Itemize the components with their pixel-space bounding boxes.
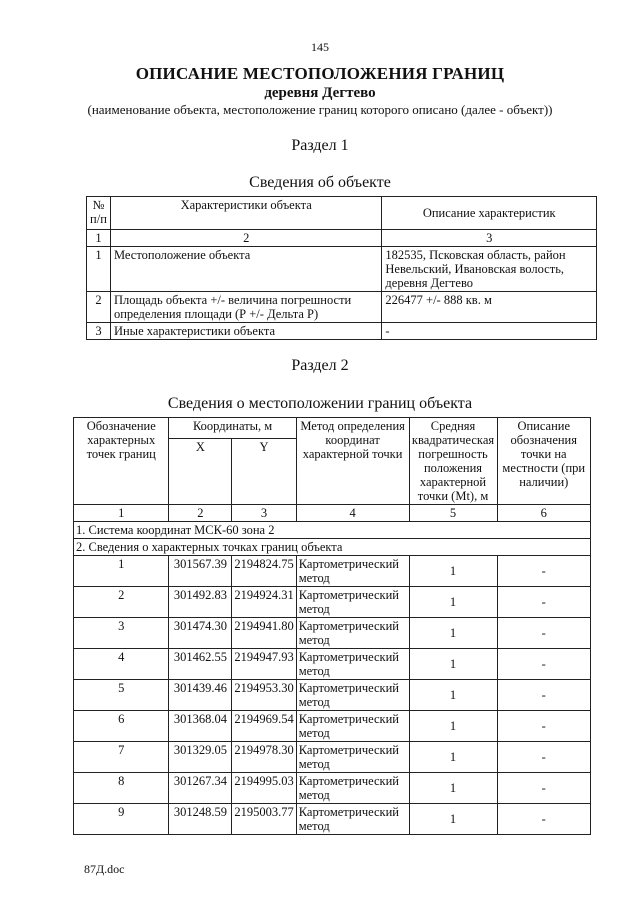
col-number: 3	[232, 505, 296, 522]
table-row	[87, 323, 597, 340]
coordinate-system-row	[74, 522, 591, 539]
point-number: 4	[74, 649, 169, 680]
table-row	[74, 649, 591, 680]
point-accuracy: 1	[409, 649, 497, 680]
object-note: (наименование объекта, местоположение границ которого описано (далее - объект))	[87, 102, 553, 117]
point-x: 301248.59	[169, 804, 232, 835]
point-accuracy: 1	[409, 680, 497, 711]
table-header-row	[74, 418, 591, 439]
point-number: 5	[74, 680, 169, 711]
col-number: 6	[497, 505, 591, 522]
point-method: Картометрический метод	[296, 649, 409, 680]
column-number-row	[87, 230, 597, 247]
point-method: Картометрический метод	[296, 618, 409, 649]
table-header-row	[87, 197, 597, 230]
point-x: 301439.46	[169, 680, 232, 711]
point-accuracy: 1	[409, 742, 497, 773]
point-description: -	[497, 680, 591, 711]
header-y: Y	[232, 439, 296, 505]
point-x: 301267.34	[169, 773, 232, 804]
point-x: 301567.39	[169, 556, 232, 587]
points-body	[74, 556, 591, 835]
point-x: 301368.04	[169, 711, 232, 742]
point-y: 2194824.75	[232, 556, 296, 587]
point-y: 2194941.80	[232, 618, 296, 649]
point-accuracy: 1	[409, 618, 497, 649]
row-characteristic: Местоположение объекта	[110, 247, 381, 292]
header-x: X	[169, 439, 232, 505]
row-characteristic: Иные характеристики объекта	[110, 323, 381, 340]
table-row	[87, 292, 597, 323]
point-y: 2195003.77	[232, 804, 296, 835]
section2-title: Сведения о местоположении границ объекта	[167, 395, 473, 412]
point-method: Картометрический метод	[296, 556, 409, 587]
point-number: 9	[74, 804, 169, 835]
point-x: 301462.55	[169, 649, 232, 680]
point-description: -	[497, 742, 591, 773]
point-y: 2194969.54	[232, 711, 296, 742]
point-description: -	[497, 556, 591, 587]
point-number: 7	[74, 742, 169, 773]
object-info-table	[86, 196, 597, 340]
table-row	[74, 680, 591, 711]
header-method: Метод определения координат характерной точки	[296, 418, 409, 505]
section1-heading: Раздел 1	[291, 137, 349, 154]
table-row	[87, 247, 597, 292]
header-accuracy: Средняя квадратическая погрешность положения характерной точки (Mt), м	[409, 418, 497, 505]
header-point-description: Описание обозначения точки на местности (при наличии)	[497, 418, 591, 505]
col-number: 5	[409, 505, 497, 522]
col-number: 2	[169, 505, 232, 522]
table-row	[74, 742, 591, 773]
column-number-row	[74, 505, 591, 522]
boundary-points-table	[73, 417, 591, 835]
point-description: -	[497, 804, 591, 835]
point-method: Картометрический метод	[296, 804, 409, 835]
row-num: 3	[87, 323, 111, 340]
object-name: деревня Дегтево	[264, 85, 376, 101]
point-method: Картометрический метод	[296, 680, 409, 711]
header-num: № п/п	[87, 197, 111, 230]
table-row	[74, 587, 591, 618]
point-x: 301474.30	[169, 618, 232, 649]
point-number: 1	[74, 556, 169, 587]
point-accuracy: 1	[409, 773, 497, 804]
point-y: 2194953.30	[232, 680, 296, 711]
point-number: 3	[74, 618, 169, 649]
point-description: -	[497, 711, 591, 742]
point-method: Картометрический метод	[296, 711, 409, 742]
header-designation: Обозначение характерных точек границ	[74, 418, 169, 505]
header-description: Описание характеристик	[382, 197, 597, 230]
point-method: Картометрический метод	[296, 587, 409, 618]
table-row	[74, 711, 591, 742]
point-x: 301492.83	[169, 587, 232, 618]
points-caption-row	[74, 539, 591, 556]
row-description: -	[382, 323, 597, 340]
row-characteristic: Площадь объекта +/- величина погрешности определения площади (Р +/- Дельта Р)	[110, 292, 381, 323]
section1-title: Сведения об объекте	[249, 174, 391, 191]
point-y: 2194924.31	[232, 587, 296, 618]
point-accuracy: 1	[409, 556, 497, 587]
table-row	[74, 804, 591, 835]
col-number: 2	[110, 230, 381, 247]
point-description: -	[497, 773, 591, 804]
point-method: Картометрический метод	[296, 773, 409, 804]
point-x: 301329.05	[169, 742, 232, 773]
table-row	[74, 618, 591, 649]
col-number: 1	[87, 230, 111, 247]
point-y: 2194978.30	[232, 742, 296, 773]
row-description: 226477 +/- 888 кв. м	[382, 292, 597, 323]
col-number: 1	[74, 505, 169, 522]
page-number: 145	[311, 40, 329, 54]
point-accuracy: 1	[409, 804, 497, 835]
row-num: 2	[87, 292, 111, 323]
point-y: 2194995.03	[232, 773, 296, 804]
point-accuracy: 1	[409, 711, 497, 742]
col-number: 4	[296, 505, 409, 522]
point-number: 2	[74, 587, 169, 618]
table-row	[74, 773, 591, 804]
row-num: 1	[87, 247, 111, 292]
row-description: 182535, Псковская область, район Невельский, Ивановская волость, деревня Дегтево	[382, 247, 597, 292]
point-description: -	[497, 649, 591, 680]
point-description: -	[497, 618, 591, 649]
header-characteristics: Характеристики объекта	[110, 197, 381, 230]
section2-heading: Раздел 2	[291, 357, 349, 374]
point-number: 8	[74, 773, 169, 804]
point-accuracy: 1	[409, 587, 497, 618]
point-description: -	[497, 587, 591, 618]
coordinate-system: 1. Система координат МСК-60 зона 2	[74, 522, 591, 539]
document-title: ОПИСАНИЕ МЕСТОПОЛОЖЕНИЯ ГРАНИЦ	[135, 64, 505, 83]
point-number: 6	[74, 711, 169, 742]
table-row	[74, 556, 591, 587]
point-method: Картометрический метод	[296, 742, 409, 773]
col-number: 3	[382, 230, 597, 247]
point-y: 2194947.93	[232, 649, 296, 680]
points-caption: 2. Сведения о характерных точках границ объекта	[74, 539, 591, 556]
header-coordinates: Координаты, м	[169, 418, 296, 439]
footer-filename: 87Д.doc	[84, 862, 125, 876]
